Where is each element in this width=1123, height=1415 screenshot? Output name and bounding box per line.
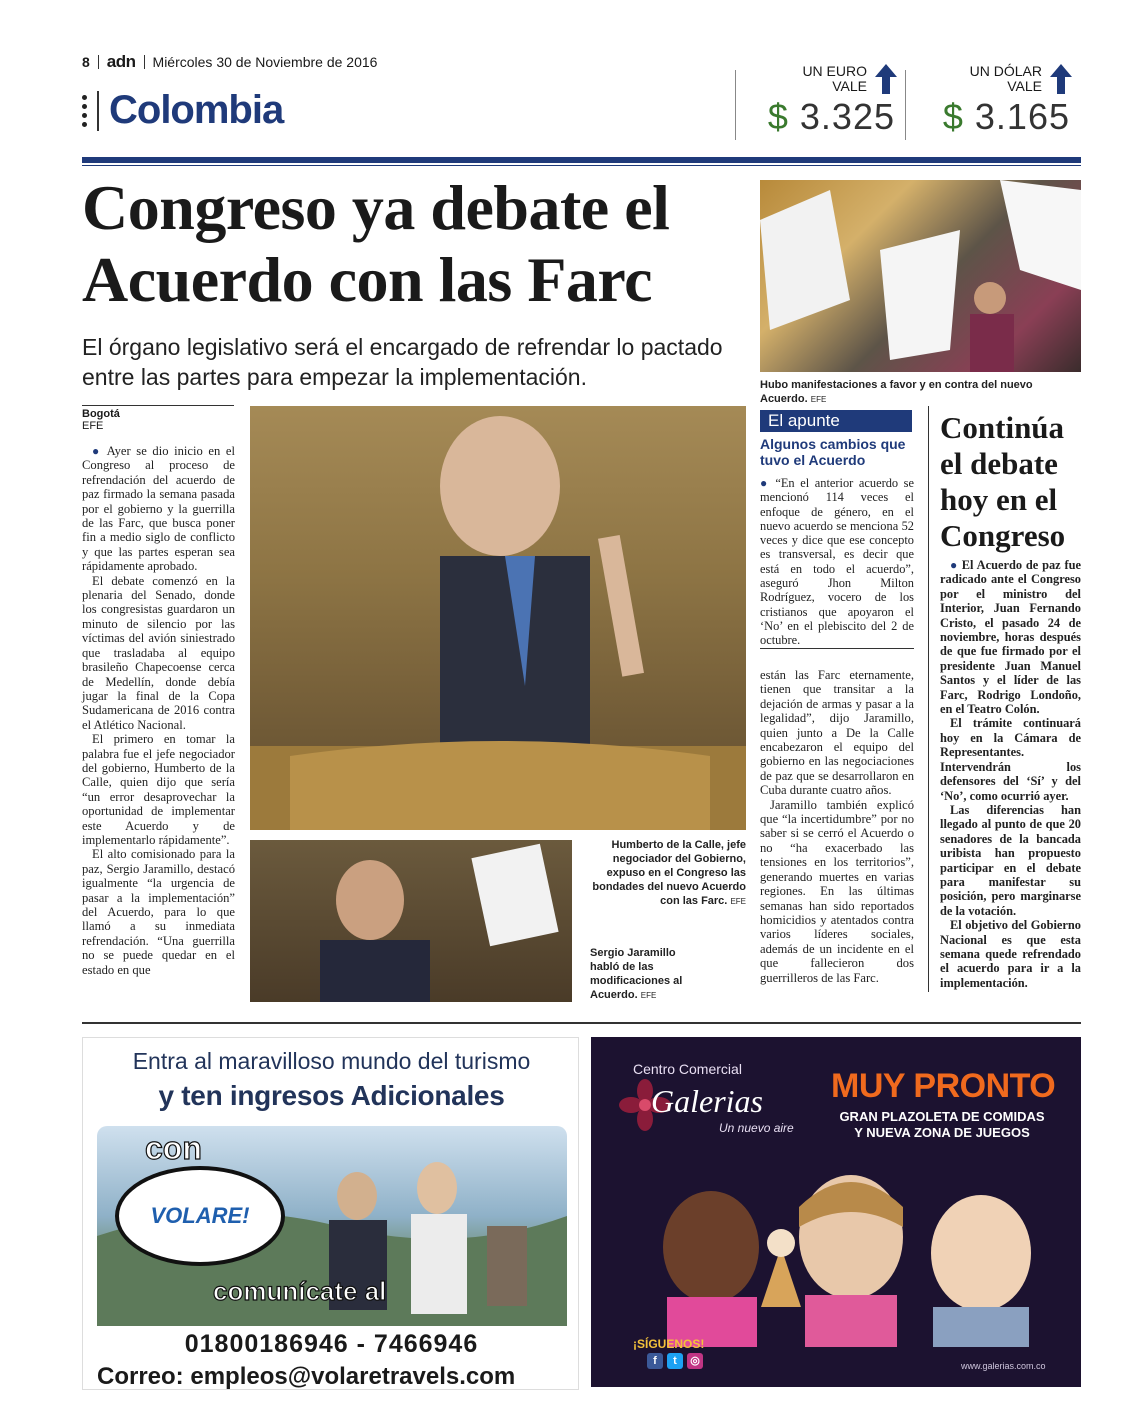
- paragraph: Ayer se dio inicio en el Congreso al proceso de refrendación del acuerdo de paz firmado la semana pasada por el gobierno y la guerrilla de las Farc, que busca poner fin a medio siglo de conflicto y que las partes esperan sea rápidamente aprobado.: [82, 444, 235, 574]
- galerias-advertisement[interactable]: [591, 1037, 1081, 1387]
- caption-source: EFE: [730, 897, 746, 906]
- apunte-subtitle: Algunos cambios que tuvo el Acuerdo: [760, 436, 906, 468]
- section-bottom-rule: [82, 1022, 1081, 1024]
- ad-cta: comunícate al: [213, 1276, 387, 1306]
- speaker-at-podium-image: [250, 406, 746, 830]
- divider: [97, 91, 99, 131]
- section-dots-icon: [82, 95, 87, 127]
- up-arrow-icon: [1050, 64, 1072, 94]
- paragraph: El Acuerdo de paz fue radicado ante el Congreso por el ministro del Interior, Juan Fernando Cristo, el pasado 24 de noviembre, horas después de que fue firmado por el presidente Juan Manuel Santos y el líder de las Farc, Rodrigo Londoño, en el Teatro Colón.: [940, 558, 1081, 717]
- section-heading: [82, 88, 283, 133]
- article-headline: Congreso ya debate el Acuerdo con las Farc: [82, 172, 670, 315]
- ad-email[interactable]: Correo: empleos@volaretravels.com: [97, 1363, 516, 1390]
- protest-photo: [760, 180, 1081, 372]
- apunte-text: “En el anterior acuerdo se mencionó 114 veces el enfoque de género, en el nuevo acuerdo se menciona 52 veces y dice que ese concepto es transversal, es decir que está en todo el acuerdo”, aseguró Jhon Milton Rodríguez, vocero de los cristianos que apoyaron el ‘No’ en el plebiscito del 2 de octubre.: [760, 476, 915, 648]
- dateline: [82, 405, 234, 432]
- sidebar-title: Continúa el debate hoy en el Congreso: [940, 410, 1066, 553]
- euro-label-vale: VALE: [832, 78, 867, 94]
- galerias-website[interactable]: www.galerias.com.co: [961, 1361, 1046, 1371]
- divider: [144, 55, 145, 69]
- social-links: [647, 1353, 703, 1369]
- issue-date: Miércoles 30 de Noviembre de 2016: [152, 54, 378, 70]
- volare-advertisement[interactable]: [82, 1037, 579, 1390]
- header-rule-thin: [82, 165, 1081, 166]
- facebook-icon[interactable]: f: [647, 1353, 663, 1369]
- euro-label: UN EURO: [802, 63, 867, 79]
- galerias-center-label: Centro Comercial: [633, 1061, 742, 1077]
- dollar-label-vale: VALE: [1007, 78, 1042, 94]
- sidebar-body: [940, 558, 1081, 990]
- divider: [905, 70, 906, 140]
- dollar-value: 3.165: [974, 96, 1070, 137]
- euro-value: 3.325: [799, 96, 895, 137]
- paragraph: están las Farc eternamente, tienen que transitar a la dejación de armas y pasar a la legalidad”, dijo Jaramillo, quien junto a De la Calle encabezaron el equipo del gobierno en las negociaciones de paz que se desarrollaron en Cuba durante cuatro años.: [760, 668, 914, 798]
- instagram-icon[interactable]: ◎: [687, 1353, 703, 1369]
- divider: [760, 648, 914, 649]
- page-header: [82, 52, 377, 72]
- divider: [928, 406, 929, 992]
- paragraph: El alto comisionado para la paz, Sergio Jaramillo, destacó igualmente “la urgencia de pasar a la implementación” del Acuerdo, para lo que llamó a su inmediata refrendación. “Una guerrilla no se puede quedar en el estado en que: [82, 847, 235, 977]
- galerias-tagline: Un nuevo aire: [719, 1121, 794, 1135]
- euro-currency: $: [767, 96, 789, 137]
- paragraph: El primero en tomar la palabra fue el jefe negociador del gobierno, Humberto de la Calle, quien dijo que sería “un error desaprovechar la oportunidad de implementar este Acuerdo y de implementarlo rápidamente”.: [82, 732, 235, 847]
- dollar-currency: $: [942, 96, 964, 137]
- article-deck: El órgano legislativo será el encargado de refrendar lo pactado entre las partes para empezar la implementación.: [82, 334, 723, 390]
- ad-headline-2: y ten ingresos Adicionales: [158, 1080, 505, 1111]
- top-photo-caption: [760, 378, 1081, 407]
- paragraph: El trámite continuará hoy en la Cámara de Representantes. Intervendrán los defensores del ‘Sí’ y del ‘No’, como ocurrió ayer.: [940, 716, 1081, 803]
- caption-text: Sergio Jaramillo habló de las modificaciones al Acuerdo.: [590, 947, 683, 1001]
- section-name: Colombia: [109, 88, 284, 132]
- divider: [98, 55, 99, 69]
- euro-rate: [735, 64, 895, 138]
- secondary-photo-caption: [590, 946, 690, 1003]
- bullet-icon: ●: [92, 444, 102, 458]
- article-column-3: [760, 668, 914, 985]
- volare-brand: VOLARE!: [150, 1203, 250, 1228]
- paragraph: Jaramillo también explicó que “la incertidumbre” por no saber si se cerró el Acuerdo o no “ha exacerbado las tensiones en los territorios”, generando muertes en varias regiones. En las últimas semanas han sido reportados homicidios y atentados contra varios líderes sociales, además de un incidente en el que fallecieron dos guerrilleros de las Farc.: [760, 797, 914, 985]
- children-eating-ice-cream-image: [631, 1167, 1071, 1347]
- twitter-icon[interactable]: t: [667, 1353, 683, 1369]
- ad-headline-1: Entra al maravilloso mundo del turismo: [132, 1048, 531, 1074]
- caption-source: EFE: [640, 991, 657, 1000]
- galerias-headline: MUY PRONTO: [831, 1067, 1056, 1105]
- page-number: 8: [82, 54, 90, 70]
- dollar-rate: [910, 64, 1070, 138]
- caption-text: Hubo manifestaciones a favor y en contra del nuevo Acuerdo.: [760, 379, 1033, 405]
- dateline-city: Bogotá: [82, 408, 120, 420]
- paragraph: El objetivo del Gobierno Nacional es que esta semana quede refrendado el acuerdo para ir a la implementación.: [940, 918, 1081, 990]
- apunte-body: [760, 476, 914, 648]
- article-column-1: [82, 444, 235, 977]
- paragraph: Las diferencias han llegado al punto de que 20 senadores de la bancada uribista han propuesto participar en el debate para manifestar su posición, pero marginarse de la votación.: [940, 802, 1081, 918]
- galerias-line-2: Y NUEVA ZONA DE JUEGOS: [854, 1125, 1030, 1140]
- caption-text: Humberto de la Calle, jefe negociador del Gobierno, expuso en el Congreso las bondades del nuevo Acuerdo con las Farc.: [592, 839, 746, 907]
- ad-phone[interactable]: 01800186946 - 7466946: [184, 1330, 479, 1358]
- dollar-label: UN DÓLAR: [969, 63, 1042, 79]
- volare-logo: [115, 1166, 285, 1266]
- up-arrow-icon: [875, 64, 897, 94]
- bullet-icon: ●: [760, 476, 770, 490]
- galerias-logo: Galerias: [651, 1083, 763, 1119]
- galerias-follow-label: ¡SÍGUENOS!: [633, 1337, 705, 1351]
- apunte-label: El apunte: [760, 410, 912, 432]
- caption-source: EFE: [810, 395, 827, 404]
- paragraph: El debate comenzó en la plenaria del Senado, donde los congresistas guardaron un minuto de silencio por las víctimas del avión siniestrado que trasladaba al equipo brasileño Chapecoense cerca de Medellín, donde debía jugar la final de la Copa Sudamericana de 2016 contra el Atlético Nacional.: [82, 573, 235, 732]
- main-photo: [250, 406, 746, 830]
- man-holding-document-image: [250, 840, 572, 1002]
- galerias-line-1: GRAN PLAZOLETA DE COMIDAS: [839, 1109, 1045, 1124]
- protest-flags-image: [760, 180, 1081, 372]
- dateline-source: EFE: [82, 420, 104, 432]
- ad-con-text: con: [145, 1130, 202, 1166]
- secondary-photo: [250, 840, 572, 1002]
- main-photo-caption: [592, 838, 746, 909]
- header-rule: [82, 157, 1081, 163]
- bullet-icon: ●: [950, 558, 958, 572]
- brand-logo: adn: [106, 52, 136, 71]
